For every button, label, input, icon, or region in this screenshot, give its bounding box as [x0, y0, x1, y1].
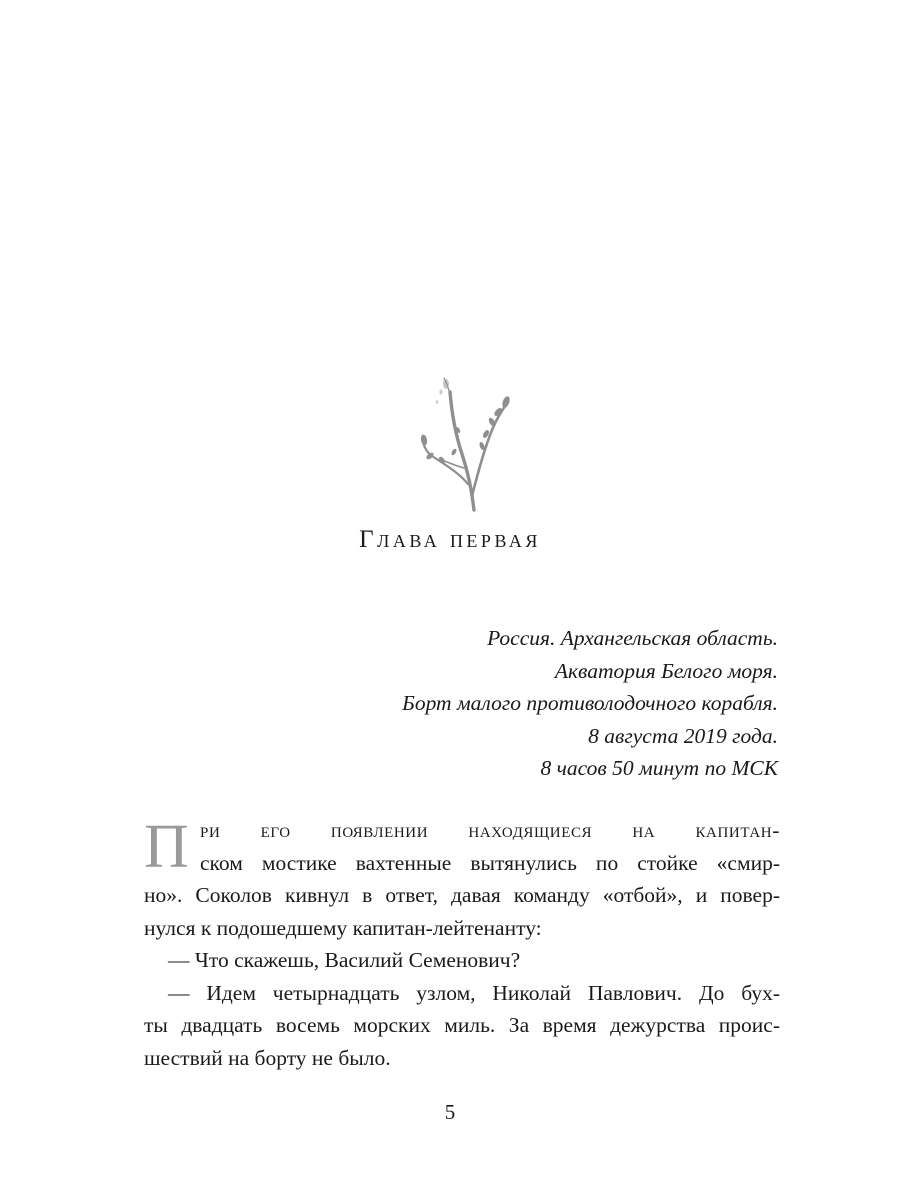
chapter-title: Глава первая — [359, 526, 541, 553]
body-line: ском мостике вахтенные вытянулись по стойке «смир- — [200, 850, 780, 875]
body-line: но». Соколов кивнул в ответ, давая команду «отбой», и повер- — [144, 883, 780, 907]
body-text — [144, 814, 780, 1074]
body-line: нулся к подошедшему капитан-лейтенанту: — [144, 915, 542, 940]
epigraph — [402, 622, 778, 785]
body-line: — Идем четырнадцать узлом, Николай Павлович. До бух- — [168, 980, 780, 1005]
epigraph-line: 8 часов 50 минут по МСК — [540, 756, 778, 780]
body-line: ты двадцать восемь морских миль. За время дежурства проис- — [144, 1013, 780, 1037]
body-line: шествий на борту не было. — [144, 1045, 391, 1070]
epigraph-line: Акватория Белого моря. — [554, 658, 778, 683]
drop-cap: П — [144, 813, 189, 881]
page-number: 5 — [444, 1100, 456, 1124]
body-line: — Что скажешь, Василий Семенович? — [168, 948, 521, 972]
floral-sprig-icon — [408, 372, 514, 514]
first-line-text: ри его появлении находящиеся на капитан- — [200, 818, 780, 842]
epigraph-line: Россия. Архангельская область. — [487, 626, 778, 650]
epigraph-line: Борт малого противолодочного корабля. — [402, 691, 778, 715]
epigraph-line: 8 августа 2019 года. — [588, 723, 778, 748]
